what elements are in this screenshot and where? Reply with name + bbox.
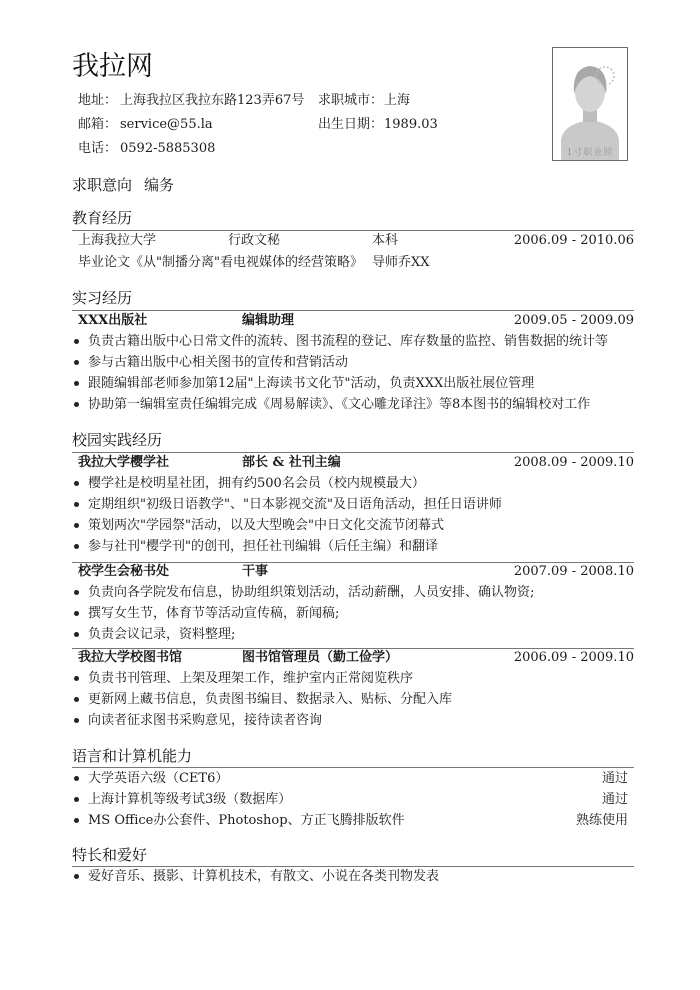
bullet-icon <box>74 360 79 365</box>
bullet-icon <box>74 797 79 802</box>
bullet-icon <box>74 339 79 344</box>
bullet-icon <box>74 776 79 781</box>
bullet-icon <box>74 632 79 637</box>
thesis-title: 毕业论文《从"制播分离"看电视媒体的经营策略》 <box>78 255 363 270</box>
bullet-icon <box>74 523 79 528</box>
campus-date: 2006.09 - 2009.10 <box>513 650 634 665</box>
list-item: 上海计算机等级考试3级（数据库） 通过 <box>72 789 634 810</box>
list-item: 负责古籍出版中心日常文件的流转、图书流程的登记、库存数量的监控、销售数据的统计等 <box>72 331 634 352</box>
phone-value: 0592-5885308 <box>120 141 216 156</box>
list-item: 更新网上藏书信息，负责图书编目、数据录入、贴标、分配入库 <box>72 689 634 710</box>
thesis-row <box>72 253 634 273</box>
degree: 本科 <box>372 233 399 248</box>
list-item: 参与古籍出版中心相关图书的宣传和营销活动 <box>72 352 634 373</box>
skill-level: 通过 <box>601 771 628 786</box>
email-value: service@55.la <box>120 117 213 132</box>
school-name: 上海我拉大学 <box>78 233 157 248</box>
birth-label: 出生日期： <box>318 117 384 132</box>
list-item: 樱学社是校明星社团，拥有约500名会员（校内规模最大） <box>72 473 634 494</box>
hobbies-list <box>72 866 634 887</box>
objective-title: 求职意向 <box>72 176 133 194</box>
campus-role: 部长 & 社刊主编 <box>242 455 341 470</box>
photo-caption: 1寸职业照 <box>566 148 614 158</box>
skills-title: 语言和计算机能力 <box>72 747 193 765</box>
internship-list <box>72 331 634 415</box>
campus-org: 我拉大学樱学社 <box>78 455 170 470</box>
bullet-icon <box>74 611 79 616</box>
bullet-icon <box>74 718 79 723</box>
list-item: MS Office办公套件、Photoshop、方正飞腾排版软件 熟练使用 <box>72 810 634 831</box>
campus-header-1 <box>72 453 634 473</box>
candidate-name: 我拉网 <box>72 51 153 82</box>
skill-level: 通过 <box>601 792 628 807</box>
campus-org: 校学生会秘书处 <box>78 564 170 579</box>
bullet-icon <box>74 381 79 386</box>
avatar-silhouette-icon <box>553 48 627 160</box>
campus-list-1 <box>72 473 634 557</box>
bullet-icon <box>74 481 79 486</box>
list-item: 负责向各学院发布信息，协助组织策划活动，活动薪酬，人员安排、确认物资; <box>72 582 634 603</box>
list-item: 负责会议记录，资料整理; <box>72 624 634 645</box>
internship-role: 编辑助理 <box>242 313 295 328</box>
bullet-icon <box>74 502 79 507</box>
birth-value: 1989.03 <box>384 117 438 132</box>
internship-header <box>72 311 634 331</box>
internship-org: XXX出版社 <box>78 313 148 328</box>
campus-org: 我拉大学校图书馆 <box>78 650 183 665</box>
bullet-icon <box>74 697 79 702</box>
education-title: 教育经历 <box>72 209 133 227</box>
bullet-icon <box>74 544 79 549</box>
education-row <box>72 231 634 251</box>
advisor: 导师乔XX <box>372 255 430 270</box>
bullet-icon <box>74 590 79 595</box>
list-item: 爱好音乐、摄影、计算机技术，有散文、小说在各类刊物发表 <box>72 866 634 887</box>
city-label: 求职城市： <box>318 93 384 108</box>
internship-date: 2009.05 - 2009.09 <box>513 313 634 328</box>
list-item: 协助第一编辑室责任编辑完成《周易解读》、《文心雕龙译注》等8本图书的编辑校对工作 <box>72 394 634 415</box>
campus-role: 图书馆管理员（勤工俭学） <box>242 650 399 665</box>
profile-photo-placeholder <box>552 47 628 161</box>
list-item: 大学英语六级（CET6） 通过 <box>72 768 634 789</box>
campus-role: 干事 <box>242 564 269 579</box>
phone-label: 电话： <box>78 141 118 156</box>
campus-list-3 <box>72 668 634 731</box>
major: 行政文秘 <box>228 233 281 248</box>
education-date: 2006.09 - 2010.06 <box>513 233 634 248</box>
campus-date: 2007.09 - 2008.10 <box>513 564 634 579</box>
list-item: 向读者征求图书采购意见，接待读者咨询 <box>72 710 634 731</box>
bullet-icon <box>74 676 79 681</box>
list-item: 跟随编辑部老师参加第12届"上海读书文化节"活动，负责XXX出版社展位管理 <box>72 373 634 394</box>
list-item: 策划两次"学园祭"活动，以及大型晚会"中日文化交流节闭幕式 <box>72 515 634 536</box>
skills-list <box>72 768 634 831</box>
city-value: 上海 <box>384 93 411 108</box>
campus-header-3 <box>72 648 634 668</box>
list-item: 参与社刊"樱学刊"的创刊，担任社刊编辑（后任主编）和翻译 <box>72 536 634 557</box>
campus-date: 2008.09 - 2009.10 <box>513 455 634 470</box>
list-item: 撰写女生节，体育节等活动宣传稿，新闻稿; <box>72 603 634 624</box>
bullet-icon <box>74 874 79 879</box>
internship-title: 实习经历 <box>72 289 133 307</box>
campus-title: 校园实践经历 <box>72 431 163 449</box>
hobbies-title: 特长和爱好 <box>72 846 148 864</box>
list-item: 负责书刊管理、上架及理架工作，维护室内正常阅览秩序 <box>72 668 634 689</box>
skill-level: 熟练使用 <box>575 813 628 828</box>
objective-value: 编务 <box>144 176 175 194</box>
campus-list-2 <box>72 582 634 645</box>
email-label: 邮箱： <box>78 117 118 132</box>
bullet-icon <box>74 818 79 823</box>
address-value: 上海我拉区我拉东路123弄67号 <box>120 93 305 108</box>
address-label: 地址： <box>78 93 118 108</box>
bullet-icon <box>74 402 79 407</box>
list-item: 定期组织"初级日语教学"、"日本影视交流"及日语角活动，担任日语讲师 <box>72 494 634 515</box>
campus-header-2 <box>72 562 634 582</box>
